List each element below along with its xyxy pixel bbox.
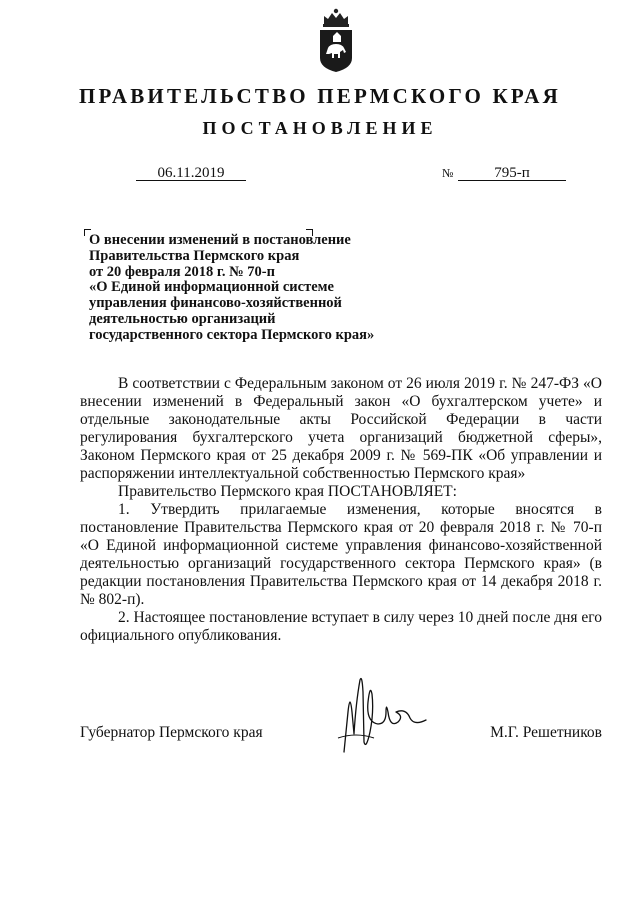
coat-of-arms-emblem bbox=[316, 6, 356, 74]
government-title: ПРАВИТЕЛЬСТВО ПЕРМСКОГО КРАЯ bbox=[78, 84, 561, 108]
subject-line: деятельностью организаций bbox=[89, 310, 276, 327]
document-number: 795-п bbox=[458, 166, 566, 181]
signature-block bbox=[80, 724, 602, 744]
signatory-name: М.Г. Решетников bbox=[490, 724, 602, 741]
subject-line: от 20 февраля 2018 г. № 70-п bbox=[89, 263, 275, 280]
number-sign: № bbox=[442, 166, 454, 180]
preamble-paragraph: В соответствии с Федеральным законом от 26 июля 2019 г. № 247-ФЗ «О внесении изменений в Федеральный закон «О бухгалтерском учете» и отдельные законодательные акты Российской Федерации в части регулирования бухгалтерского учета организаций бюджетной сферы», Законом Пермского края от 25 декабря 2009 г. № 569-ПК «Об управлении и распоряжении интеллектуальной собственностью Пермского края» bbox=[80, 375, 602, 482]
handwritten-signature bbox=[326, 672, 436, 758]
subject-line: О внесении изменений в постановление bbox=[89, 232, 351, 248]
document-date: 06.11.2019 bbox=[136, 166, 246, 181]
document-subject bbox=[89, 233, 389, 344]
document-body bbox=[80, 375, 602, 645]
resolution-paragraph: Правительство Пермского края ПОСТАНОВЛЯЕТ: bbox=[118, 483, 457, 500]
subject-line: Правительства Пермского края bbox=[89, 247, 300, 264]
clause-2-paragraph: 2. Настоящее постановление вступает в силу через 10 дней после дня его официального опубликования. bbox=[80, 609, 602, 644]
clause-1-paragraph: 1. Утвердить прилагаемые изменения, которые вносятся в постановление Правительства Пермского края от 20 февраля 2018 г. № 70-п «О Единой информационной системе управления финансово-хозяйственной деятельностью организаций государственного сектора Пермского края» (в редакции постановления Правительства Пермского края от 14 декабря 2018 г. № 802-п). bbox=[80, 501, 602, 608]
document-type: ПОСТАНОВЛЕНИЕ bbox=[202, 118, 438, 138]
subject-line: «О Единой информационной системе bbox=[89, 279, 334, 296]
subject-line: государственного сектора Пермского края» bbox=[89, 326, 375, 343]
signatory-position: Губернатор Пермского края bbox=[80, 724, 263, 741]
subject-line: управления финансово-хозяйственной bbox=[89, 295, 342, 312]
